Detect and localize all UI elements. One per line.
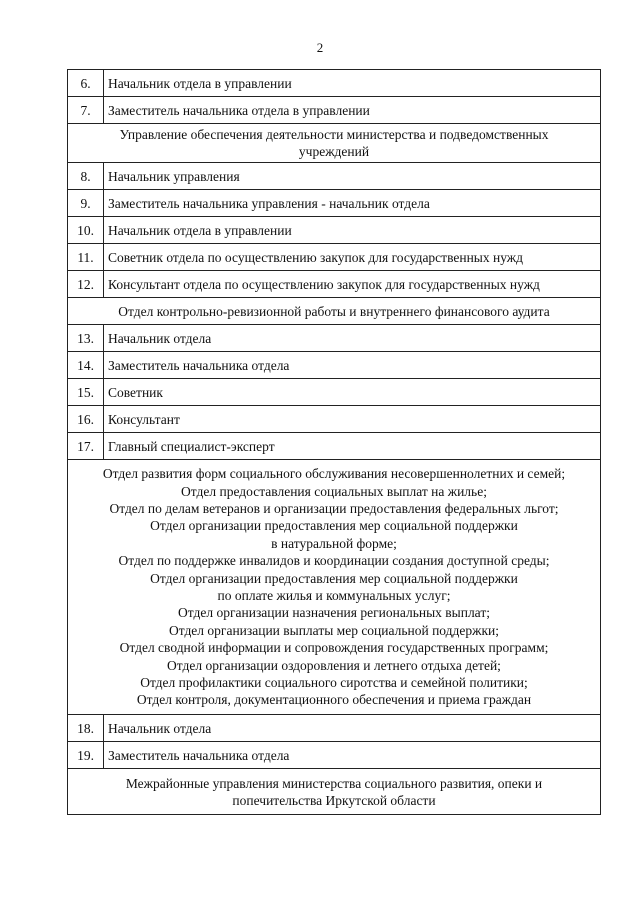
page-number: 2 (316, 40, 324, 55)
section-header-line: Межрайонные управления министерства социального развития, опеки и (125, 775, 543, 791)
position-title: Начальник отдела в управлении (104, 217, 601, 244)
row-number: 15. (68, 379, 104, 406)
position-title: Начальник отдела (104, 715, 601, 742)
section-header-line: Отдел контроля, документационного обеспечения и приема граждан (136, 692, 532, 708)
table-row (68, 715, 601, 742)
position-title: Заместитель начальника отдела в управлении (104, 97, 601, 124)
row-number: 11. (68, 244, 104, 271)
section-header-line: Отдел профилактики социального сиротства и семейной политики; (140, 675, 528, 691)
row-number: 6. (68, 70, 104, 97)
section-header (68, 769, 601, 815)
section-header-line: Отдел организации оздоровления и летнего отдыха детей; (167, 657, 501, 673)
section-header-line: Отдел сводной информации и сопровождения государственных программ; (119, 640, 549, 656)
positions-table (67, 69, 601, 815)
position-title: Начальник отдела (104, 325, 601, 352)
position-title: Заместитель начальника отдела (104, 742, 601, 769)
table-row (68, 271, 601, 298)
row-number: 13. (68, 325, 104, 352)
row-number: 14. (68, 352, 104, 379)
section-header (68, 298, 601, 325)
section-header-row (68, 460, 601, 715)
row-number: 9. (68, 190, 104, 217)
row-number: 8. (68, 163, 104, 190)
position-title: Заместитель начальника отдела (104, 352, 601, 379)
section-header-row (68, 298, 601, 325)
row-number: 17. (68, 433, 104, 460)
section-header-line: Отдел развития форм социального обслуживания несовершеннолетних и семей; (102, 466, 566, 482)
position-title: Начальник отдела в управлении (104, 70, 601, 97)
section-header-line: учреждений (298, 144, 370, 159)
table-row (68, 70, 601, 97)
section-header-line: Отдел предоставления социальных выплат на жилье; (181, 483, 487, 499)
table-row (68, 433, 601, 460)
section-header-line: по оплате жилья и коммунальных услуг; (217, 588, 451, 603)
section-header-line: Управление обеспечения деятельности министерства и подведомственных (119, 127, 549, 142)
section-header-line: Отдел по делам ветеранов и организации предоставления федеральных льгот; (109, 500, 559, 516)
section-header (68, 460, 601, 715)
position-title: Советник (104, 379, 601, 406)
position-title: Консультант (104, 406, 601, 433)
position-title: Заместитель начальника управления - начальник отдела (104, 190, 601, 217)
row-number: 7. (68, 97, 104, 124)
section-header-line: Отдел контрольно-ревизионной работы и внутреннего финансового аудита (118, 303, 550, 319)
section-header-line: Отдел организации предоставления мер социальной поддержки (150, 570, 518, 586)
position-title: Главный специалист-эксперт (104, 433, 601, 460)
section-header-row (68, 124, 601, 163)
section-header-line: Отдел организации назначения региональных выплат; (178, 605, 490, 621)
table-row (68, 742, 601, 769)
section-header-line: Отдел по поддержке инвалидов и координации создания доступной среды; (118, 553, 550, 569)
table-row (68, 406, 601, 433)
table-row (68, 379, 601, 406)
table-row (68, 352, 601, 379)
table-row (68, 163, 601, 190)
table-row (68, 190, 601, 217)
row-number: 10. (68, 217, 104, 244)
position-title: Советник отдела по осуществлению закупок для государственных нужд (104, 244, 601, 271)
row-number: 12. (68, 271, 104, 298)
section-header-row (68, 769, 601, 815)
row-number: 16. (68, 406, 104, 433)
position-title: Консультант отдела по осуществлению закупок для государственных нужд (104, 271, 601, 298)
row-number: 18. (68, 715, 104, 742)
table-row (68, 325, 601, 352)
section-header-line: Отдел организации предоставления мер социальной поддержки (150, 518, 518, 534)
position-title: Начальник управления (104, 163, 601, 190)
row-number: 19. (68, 742, 104, 769)
section-header-line: Отдел организации выплаты мер социальной поддержки; (168, 622, 500, 638)
table-row (68, 217, 601, 244)
section-header-line: попечительства Иркутской области (232, 792, 436, 808)
section-header-line: в натуральной форме; (271, 535, 397, 551)
table-row (68, 244, 601, 271)
section-header (68, 124, 601, 163)
table-row (68, 97, 601, 124)
